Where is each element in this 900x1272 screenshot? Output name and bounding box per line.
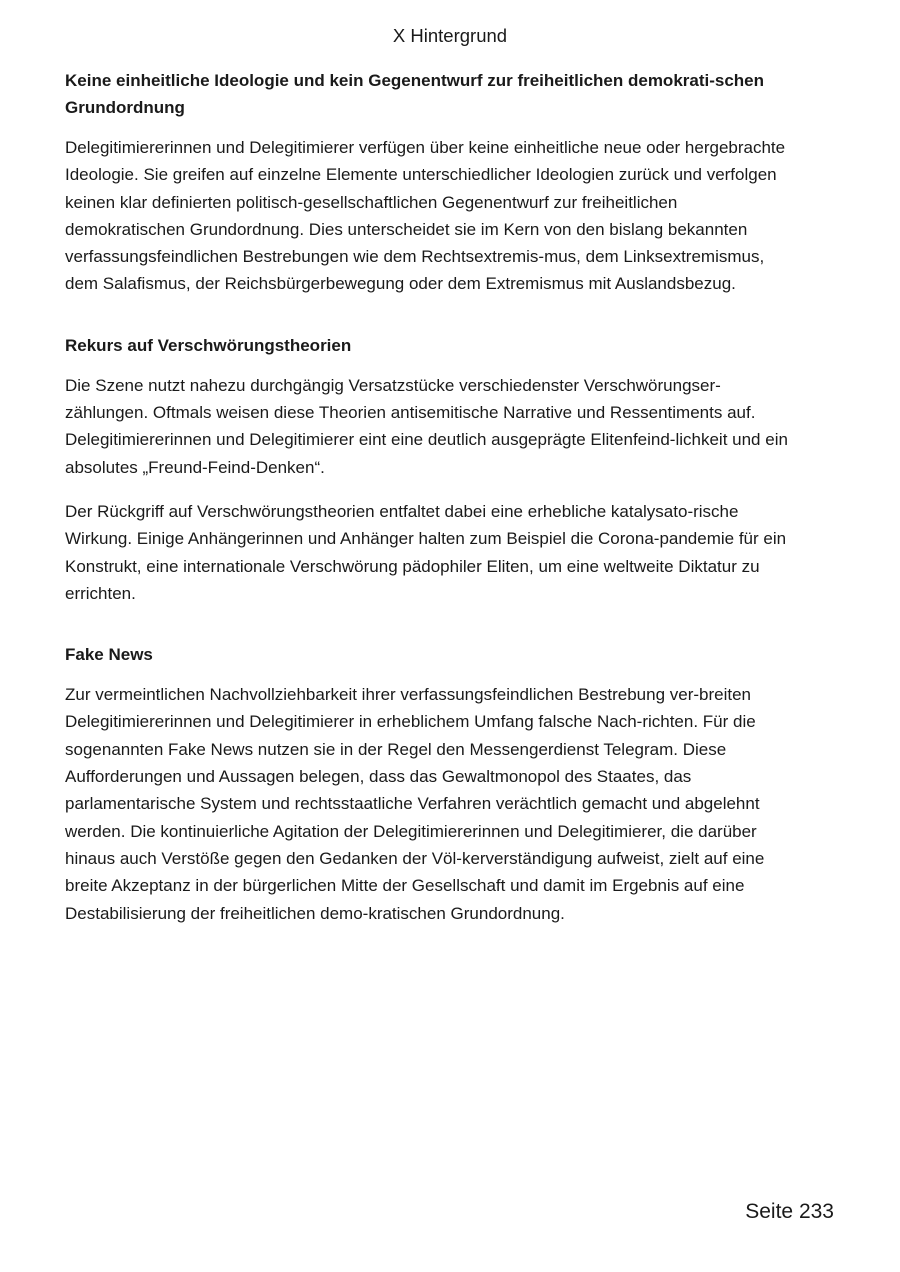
section-conspiracy-theories	[65, 332, 800, 607]
section-heading: Keine einheitliche Ideologie und kein Gegenentwurf zur freiheitlichen demokrati-schen Grundordnung	[65, 71, 765, 117]
body-paragraph: Die Szene nutzt nahezu durchgängig Versatzstücke verschiedenster Verschwörungser-zählungen. Oftmals weisen diese Theorien antisemitische Narrative und Ressentiments auf. Delegitimiererinnen und Delegitimierer eint eine deutlich ausgeprägte Elitenfeind-lichkeit und ein absolutes „Freund-Feind-Denken“.	[65, 375, 788, 477]
section-ideology	[65, 67, 800, 298]
page-number: Seite 233	[745, 1200, 834, 1223]
body-paragraph: Delegitimiererinnen und Delegitimierer verfügen über keine einheitliche neue oder hergebrachte Ideologie. Sie greifen auf einzelne Elemente unterschiedlicher Ideologien zurück und verfolgen keinen klar definierten politisch-gesellschaftlichen Gegenentwurf zur freiheitlichen demokratischen Grundordnung. Dies unterscheidet sie im Kern von den bislang bekannten verfassungsfeindlichen Bestrebungen wie dem Rechtsextremis-mus, dem Linksextremismus, dem Salafismus, der Reichsbürgerbewegung oder dem Extremismus mit Auslandsbezug.	[65, 138, 786, 294]
section-heading: Rekurs auf Verschwörungstheorien	[65, 335, 352, 355]
section-heading: Fake News	[65, 645, 153, 665]
running-header: X Hintergrund	[392, 25, 508, 46]
body-paragraph: Zur vermeintlichen Nachvollziehbarkeit ihrer verfassungsfeindlichen Bestrebung ver-breiten Delegitimiererinnen und Delegitimierer in erheblichem Umfang falsche Nach-richten. Für die sogenannten Fake News nutzen sie in der Regel den Messengerdienst Telegram. Diese Aufforderungen und Aussagen belegen, dass das Gewaltmonopol des Staates, das parlamentarische System und rechtsstaatliche Verfahren verächtlich gemacht und abgelehnt werden. Die kontinuierliche Agitation der Delegitimiererinnen und Delegitimierer, die darüber hinaus auch Verstöße gegen den Gedanken der Völ-kerverständigung aufweist, zielt auf eine breite Akzeptanz in der bürgerlichen Mitte der Gesellschaft und damit im Ergebnis auf eine Destabilisierung der freiheitlichen demo-kratischen Grundordnung.	[65, 685, 765, 923]
section-fake-news	[65, 641, 800, 927]
page-body	[65, 67, 800, 944]
body-paragraph: Der Rückgriff auf Verschwörungstheorien entfaltet dabei eine erhebliche katalysato-rische Wirkung. Einige Anhängerinnen und Anhänger halten zum Beispiel die Corona-pandemie für ein Konstrukt, eine internationale Verschwörung pädophiler Eliten, um eine weltweite Diktatur zu errichten.	[65, 501, 787, 603]
